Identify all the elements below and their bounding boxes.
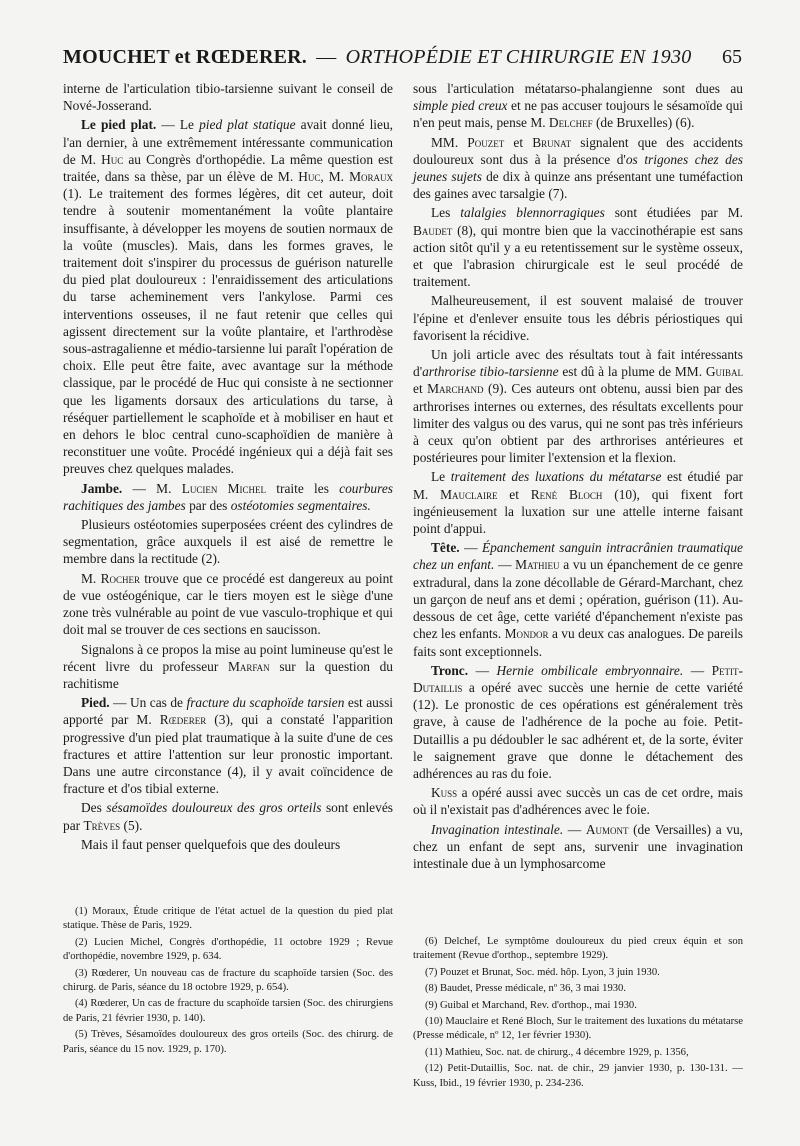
paragraph-text: est aussi apporté par M. [63, 695, 393, 728]
paragraph-text: et ne pas accuser toujours le sésamoïde qui n'en peut mais, pense M. [413, 98, 743, 131]
header-separator: — [316, 46, 337, 68]
paragraph [63, 80, 393, 114]
paragraph-text: Les [431, 205, 461, 221]
paragraph-text: Le [431, 469, 451, 485]
footnote: (2) Lucien Michel, Congrès d'orthopédie, 11 octobre 1929 ; Revue d'orthopédie, novembre 1929, p. 634. [63, 936, 393, 963]
author-name: Marfan [227, 658, 270, 674]
italic-term: ostéotomies segmentaires. [230, 497, 371, 513]
author-name: Petit-Dutaillis [413, 662, 743, 695]
footnote: (11) Mathieu, Soc. nat. de chirurg., 4 décembre 1929, p. 1356, [425, 1046, 689, 1058]
footnote: (7) Pouzet et Brunat, Soc. méd. hôp. Lyon, 3 juin 1930. [425, 966, 660, 978]
header-title-line [63, 46, 691, 69]
paragraph-text: (8), qui montre bien que la vaccinothérapie est sans action sitôt qu'il y a eu retentissement sur le système osseux, et que l'abrasion chirurgicale est le seul procédé de traitement. [413, 222, 743, 290]
paragraph-text: a vu deux cas analogues. De pareils faits sont exceptionnels. [413, 626, 744, 659]
italic-term: talalgies blennorragiques [460, 205, 605, 221]
italic-term: simple pied creux [413, 98, 508, 114]
paragraph-text: sont enlevés par [63, 800, 393, 833]
author-name: Mauclaire [440, 486, 498, 502]
paragraph-text: de dix à quinze ans présentant une tuméfaction des gaines avec tarsalgie (7). [413, 169, 743, 202]
author-name: Moraux [349, 169, 393, 185]
section-pied [63, 694, 393, 797]
paragraph-text: (3), qui a constaté l'apparition progressive d'un pied plat traumatique à la suite d'une de ces fractures et attire l'attention sur leur pronostic important. Dans une autre circonstance (4), il y avait coïncidence de fracture et d'os tibial externe. [63, 712, 393, 797]
paragraph-text: (10), qui fixent fort ingénieusement la luxation sur une attelle interne faisant point d'appui. [413, 486, 743, 537]
paragraph [413, 784, 743, 818]
italic-term: Hernie ombilicale embryonnaire. [496, 662, 684, 678]
paragraph-text: Un joli article avec des résultats tout à fait intéressants d' [413, 347, 743, 380]
author-name: Mathieu [515, 557, 560, 573]
paragraph-text: — [468, 662, 497, 678]
paragraph-text: (5). [120, 817, 143, 833]
paragraph-text: sur la question du rachitisme [63, 658, 393, 691]
paragraph-text: et [413, 381, 428, 397]
italic-term: fracture du scaphoïde tarsien [186, 695, 345, 711]
author-name: Baudet [413, 222, 453, 238]
footnote: (3) Rœderer, Un nouveau cas de fracture du scaphoïde tarsien (Soc. des chirurg. de Paris, séance du 18 octobre 1929, p. 654). [63, 967, 393, 994]
paragraph-text: trouve que ce procédé est dangereux au point de vue ostéogénique, car le tiers moyen est le siège d'une zone très vulnérable au point de vue vasculo-trophique et qui doit mal se trouver de ces sections en saucisson. [63, 570, 393, 638]
author-name: Huc [298, 169, 321, 185]
right-column [413, 80, 743, 872]
section-heading: Pied. [81, 695, 110, 711]
paragraph-text: par des [185, 497, 231, 513]
paragraph [413, 468, 743, 537]
footnotes-right [413, 935, 743, 1093]
paragraph-text: — Un cas de [109, 695, 187, 711]
italic-term: sésamoïdes douloureux des gros orteils [106, 800, 322, 816]
footnote: (8) Baudet, Presse médicale, nº 36, 3 mai 1930. [425, 983, 626, 995]
section-heading: Tête. [431, 540, 460, 556]
paragraph-text: a opéré avec succès une hernie de cette variété (12). Le pronostic de ces opérations est généralement très grave, à cause de l'adhérence de la poche au foie. Petit-Dutaillis a pu dédoubler le sac adhérent et, de la sorte, éviter le saignement grave que donne le détachement des adhérences au ras du foie. [413, 679, 743, 781]
paragraph-text: a vu un épanchement de ce genre extradural, dans la zone décollable de Gérard-Marchant, chez un garçon de neuf ans et demi ; opération, guérison (11). Au-dessous de cet âge, cette variété d'épanchement n'existe pas chez les enfants. [413, 557, 743, 642]
paragraph-text: et [497, 486, 531, 502]
footnote: (6) Delchef, Le symptôme douloureux du pied creux équin et son traitement (Revue d'orthop., septembre 1929). [413, 936, 743, 962]
paragraph-text: Plusieurs ostéotomies superposées créent des cylindres de segmentation, grâce auxquels il est aisé de remettre le membre dans la rectitude (2). [63, 517, 393, 567]
paragraph-text: et [504, 134, 533, 150]
paragraph-text: (1). Le traitement des formes légères, dit cet auteur, doit tendre à soutenir momentanément la voûte plantaire insuffisante, à développer les moyens de soutien normaux de la voûte (muscles). Mais, dans les formes graves, le traitement doit s'inspirer du processus de guérison naturelle du pied plat douloureux : l'enraidissement des articulations du tarse acheminement vers l'ankylose. Parmi ces interventions osseuses, il ne faut retenir que celles qui agissent directement sur la voûte plantaire, et l'arthrodèse sous-astragalienne et médio-tarsienne lui paraît l'opération de choix. Elle peut être faite, avec avantage sur la méthode classique, par le procédé de Huc qui consiste à ne sectionner que les ligaments dorsaux des articulations du tarse, à réséquer partiellement le scaphoïde et à mobiliser en haut et en dehors le bloc central cuno-scaphoïdien de manière à reconstituer une voûte. Procédé ingénieux qui a déjà fait ses preuves chez quelques malades. [63, 186, 393, 477]
paragraph-text: traite les [266, 480, 340, 496]
paragraph-text: a opéré aussi avec succès un cas de cet ordre, mais où il n'existait pas d'adhérences avec le foie. [413, 785, 743, 818]
paragraph [63, 641, 393, 693]
author-name: Marchand [427, 381, 484, 397]
italic-term: os trigones chez des jeunes sujets [413, 151, 743, 185]
footnote: (4) Rœderer, Un cas de fracture du scaphoïde tarsien (Soc. des chirurgiens de Paris, 21 février 1930, p. 140). [63, 998, 393, 1024]
paragraph-text: (de Bruxelles) (6). [592, 115, 695, 131]
footnote: (9) Guibal et Marchand, Rev. d'orthop., mai 1930. [425, 999, 637, 1011]
author-name: Rœderer [159, 712, 207, 728]
paragraph [413, 134, 743, 203]
section-tete [413, 539, 743, 659]
paragraph-text: Signalons à ce propos la mise au point lumineuse qu'est le récent livre du professeur [63, 641, 393, 674]
paragraph-text: — [563, 821, 586, 837]
paragraph-text: , M. [320, 169, 350, 185]
paragraph [413, 80, 743, 132]
paragraph [413, 821, 743, 873]
paragraph-text: avait donné lieu, l'an dernier, à une extrêmement intéressante communication de M. [63, 117, 394, 167]
paragraph [413, 292, 743, 344]
section-heading: Le pied plat. [81, 117, 157, 133]
header-authors: MOUCHET et RŒDERER. [63, 46, 307, 68]
author-name: Brunat [532, 134, 572, 150]
paragraph-text: (9). Ces auteurs ont obtenu, aussi bien par des arthrorises internes ou externes, des résultats excellents pour limiter des valgus ou des varus, qui ne sont pas très inférieurs à ceux qu'on obtient par des arthrorises antérieures et postérieures pour limiter l'extension et la flexion. [413, 381, 743, 466]
section-jambe [63, 480, 393, 514]
paragraph-text: — [459, 540, 482, 556]
section-tronc [413, 662, 743, 782]
paragraph [413, 346, 743, 466]
author-name: Mondor [504, 626, 549, 642]
paragraph-text: Malheureusement, il est souvent malaisé de trouver l'épine et d'enlever ensuite tous les débris périostiques qui favorisent la récidive. [413, 293, 743, 343]
paragraph [63, 516, 393, 568]
footnote: (5) Trèves, Sésamoïdes douloureux des gros orteils (Soc. des chirurg. de Paris, séance du 15 nov. 1929, p. 170). [63, 1029, 393, 1055]
author-name: Trèves [83, 817, 121, 833]
paragraph-text: — M. [122, 480, 182, 496]
author-name: Huc [101, 151, 124, 167]
paragraph-text: sous l'articulation métatarso-phalangienne sont dues au [413, 81, 743, 96]
paragraph-text: signalent que des accidents douloureux sont dus à la présence d' [413, 134, 743, 167]
paragraph-text: Mais il faut penser quelquefois que des douleurs [81, 836, 341, 852]
page-number: 65 [722, 46, 742, 68]
author-name: Rocher [100, 570, 140, 586]
paragraph-text: M. [81, 570, 101, 586]
footnotes-left [63, 905, 393, 1059]
paragraph-text: sont étudiées par M. [604, 205, 743, 221]
author-name: Lucien Michel [181, 480, 267, 496]
author-name: Guibal [705, 364, 743, 380]
footnote: (12) Petit-Dutaillis, Soc. nat. de chir., 29 janvier 1930, p. 130-131. — Kuss, Ibid., 19 février 1930, p. 234-236. [413, 1063, 743, 1089]
paragraph-text: — [494, 557, 516, 573]
paragraph [63, 836, 393, 853]
footnote: (1) Moraux, Étude critique de l'état actuel de la question du pied plat statique. Thèse de Paris, 1929. [63, 906, 393, 932]
paragraph [413, 204, 743, 290]
author-name: Delchef [548, 115, 593, 131]
paragraph-text: interne de l'articulation tibio-tarsienne suivant le conseil de Nové-Josserand. [63, 81, 393, 114]
running-header [63, 46, 742, 76]
left-column [63, 80, 393, 853]
paragraph-text: — Le [156, 117, 200, 133]
paragraph-text: est étudié par M. [413, 469, 743, 502]
paragraph-text: — [683, 662, 712, 678]
paragraph-text: (de Versailles) a vu, chez un enfant de sept ans, survenir une invagination intestinale due à un lymphosarcome [413, 821, 743, 871]
paragraph [63, 570, 393, 639]
section-heading: Tronc. [431, 662, 469, 678]
author-name: Aumont [585, 821, 629, 837]
italic-term: courbures rachitiques des jambes [63, 480, 393, 513]
header-title: ORTHOPÉDIE ET CHIRURGIE EN 1930 [345, 46, 692, 68]
italic-term: Épanchement sanguin intracrânien traumatique chez un enfant. [413, 540, 743, 573]
italic-term: arthrorise tibio-tarsienne [422, 364, 559, 380]
italic-term: pied plat statique [199, 117, 296, 133]
italic-term: Invagination intestinale. [431, 821, 564, 837]
section-heading: Jambe. [81, 480, 123, 496]
paragraph-text: MM. [431, 134, 468, 150]
author-name: René Bloch [530, 486, 603, 502]
section-pied-plat [63, 116, 393, 477]
author-name: Pouzet [467, 134, 505, 150]
paragraph-text: au Congrès d'orthopédie. La même question est traitée, dans sa thèse, par un élève de M. [63, 151, 393, 185]
paragraph-text: Des [81, 800, 107, 816]
paragraph-text: est dû à la plume de MM. [558, 364, 706, 380]
author-name: Kuss [431, 785, 458, 801]
italic-term: traitement des luxations du métatarse [450, 469, 662, 485]
paragraph [63, 799, 393, 833]
footnote: (10) Mauclaire et René Bloch, Sur le traitement des luxations du métatarse (Presse médicale, nº 12, 1er février 1930). [413, 1016, 743, 1042]
